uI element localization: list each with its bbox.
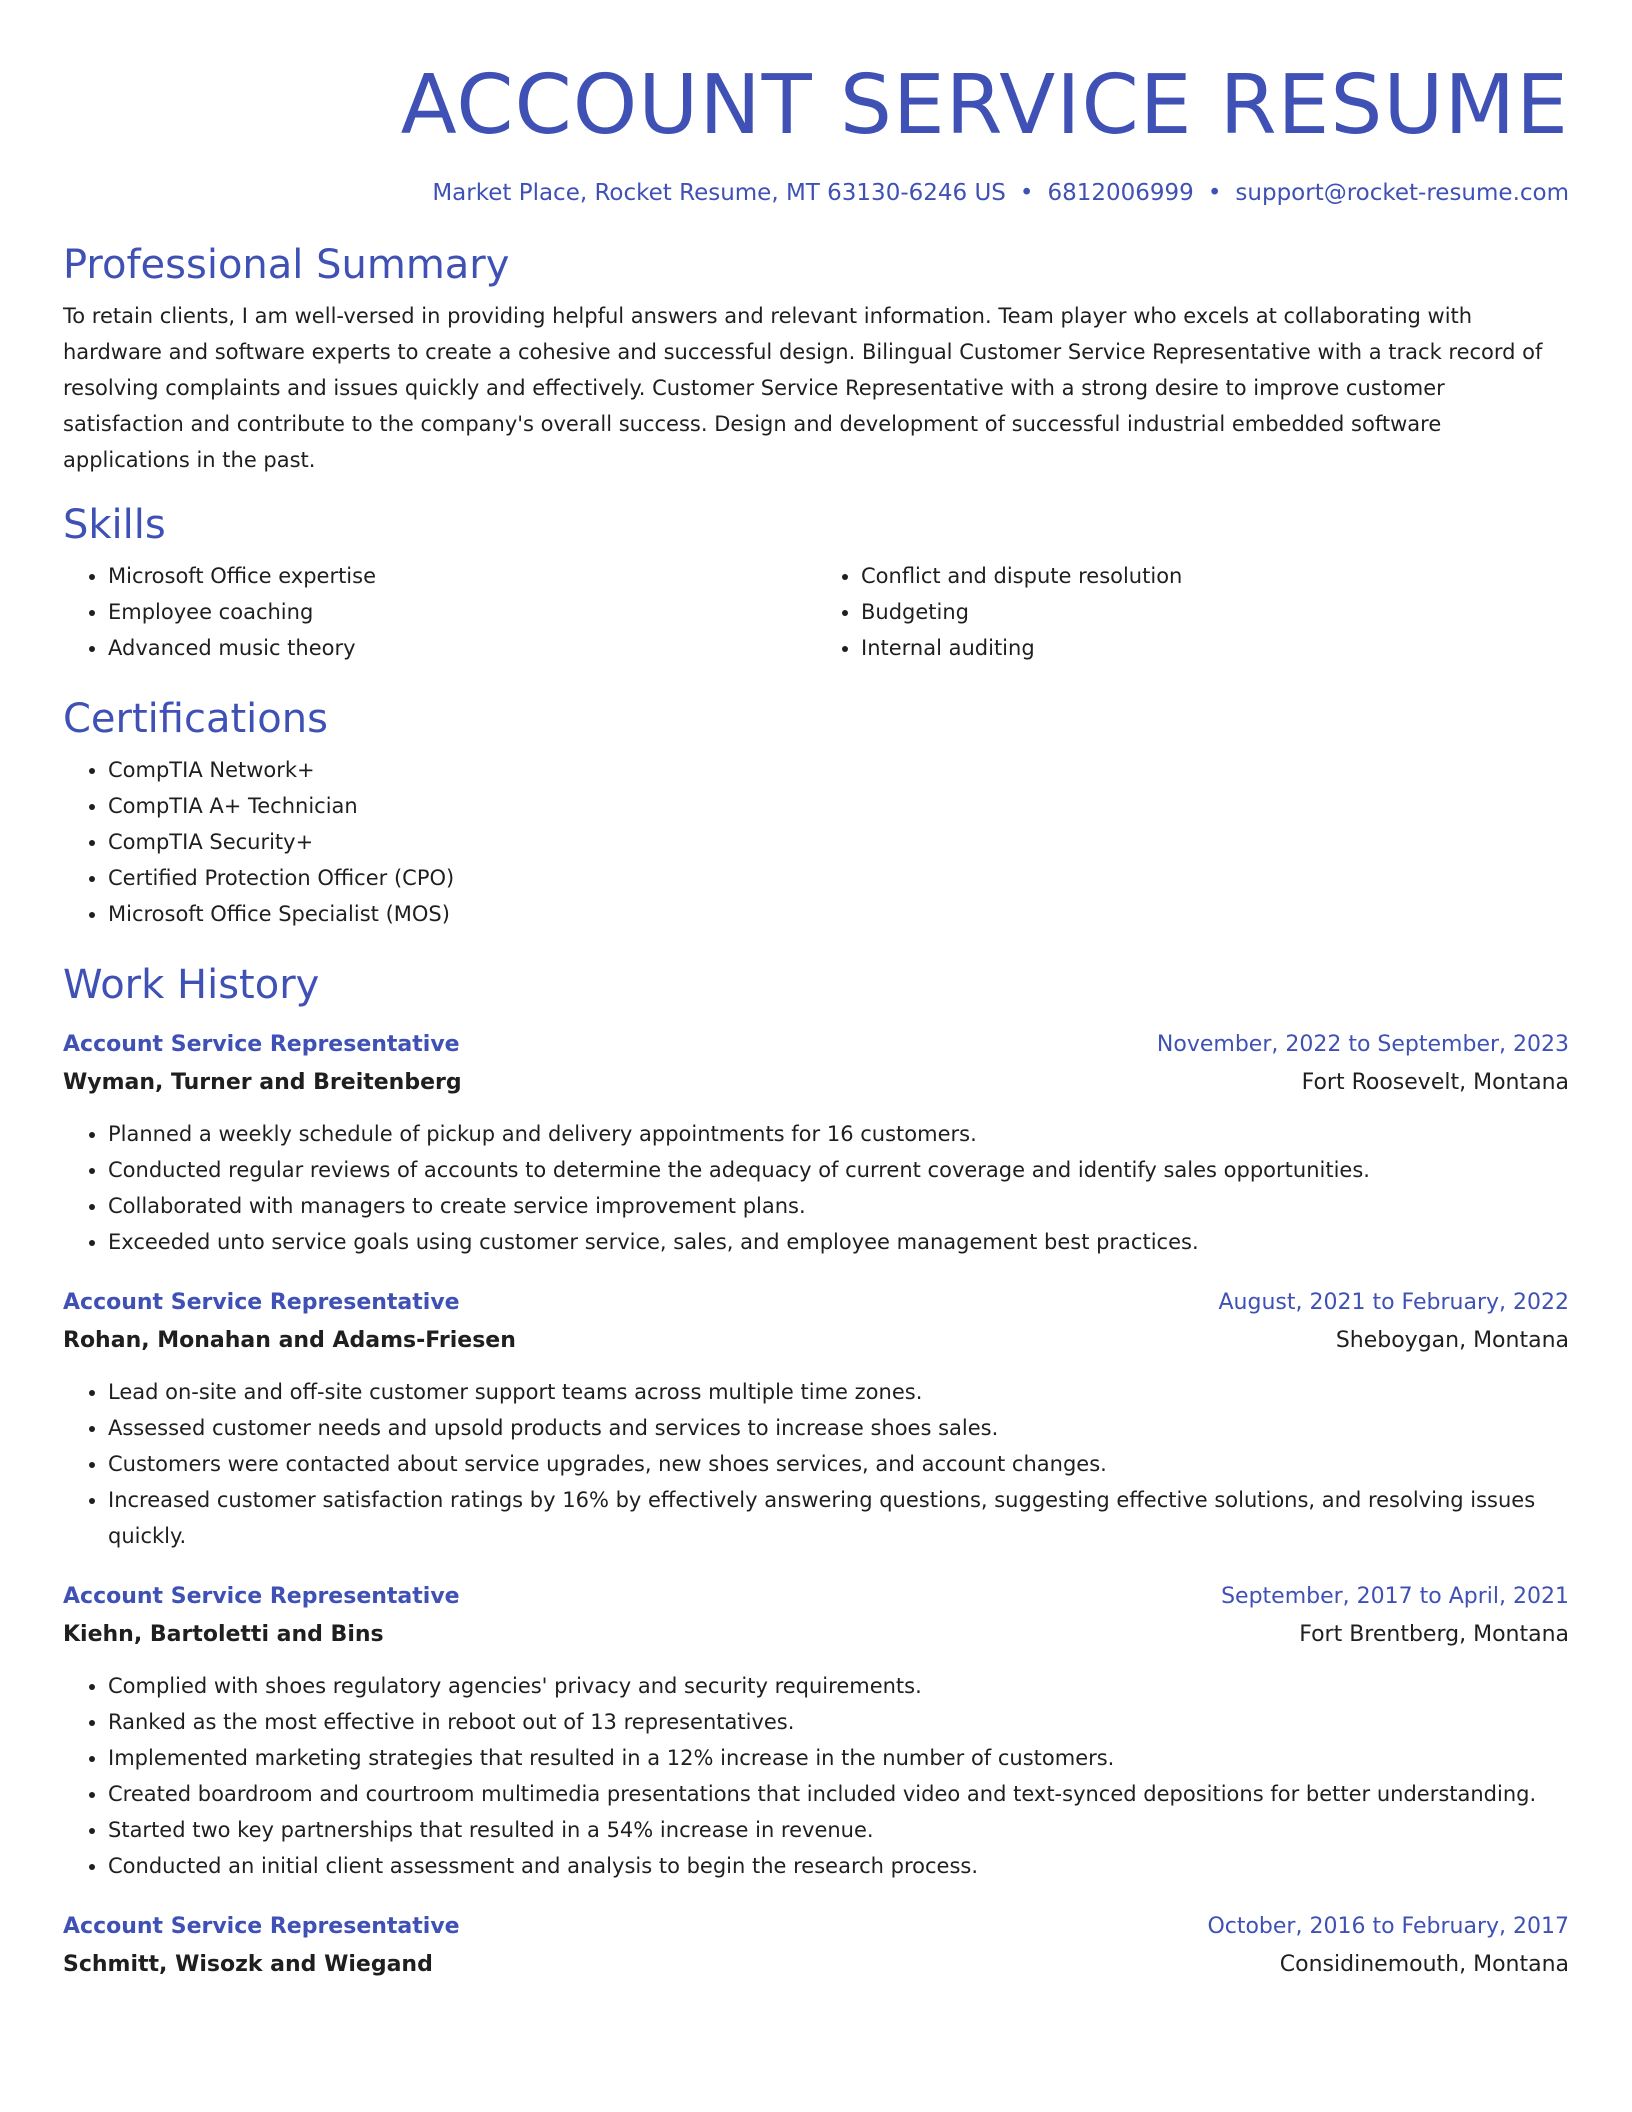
job-dates: October, 2016 to February, 2017 [1207,1914,1569,1939]
list-item: • Certified Protection Officer (CPO) [108,860,1569,896]
summary-text: To retain clients, I am well-versed in providing helpful answers and relevant information. Team player who excels at collaborating with hardware and software experts to create a cohesive and successful design. Bilingual Customer Service Representative with a track record of resolving complaints and issues quickly and effectively. Customer Service Representative with a strong desire to improve customer satisfaction and contribute to the company's overall success. Design and development of successful industrial embedded software applications in the past. [63,304,1543,472]
list-item: • Increased customer satisfaction ratings by 16% by effectively answering questions, suggesting effective solutions, and resolving issues quickly. [108,1482,1569,1554]
job-company: Rohan, Monahan and Adams-Friesen [63,1328,516,1353]
list-item: • Started two key partnerships that resulted in a 54% increase in revenue. [108,1812,1569,1848]
list-item: • CompTIA Network+ [108,752,1569,788]
list-item: • Ranked as the most effective in reboot out of 13 representatives. [108,1704,1569,1740]
list-item: • Microsoft Office expertise [108,558,816,594]
contact-line [63,178,1569,208]
list-item: • Exceeded unto service goals using customer service, sales, and employee management best practices. [108,1224,1569,1260]
separator-dot: • [1207,180,1222,206]
job-company: Schmitt, Wisozk and Wiegand [63,1952,433,1977]
list-item: • Conducted an initial client assessment and analysis to begin the research process. [108,1848,1569,1884]
contact-phone: 6812006999 [1047,180,1194,206]
job-dates: September, 2017 to April, 2021 [1221,1584,1569,1609]
list-item: • Conflict and dispute resolution [861,558,1569,594]
job-dates: November, 2022 to September, 2023 [1156,1032,1569,1057]
job-bullets [63,1374,1569,1554]
list-item: • Created boardroom and courtroom multimedia presentations that included video and text-synced depositions for better understanding. [108,1776,1569,1812]
list-item: • Planned a weekly schedule of pickup and delivery appointments for 16 customers. [108,1116,1569,1152]
skills-column-left [63,558,816,666]
list-item: • Lead on-site and off-site customer support teams across multiple time zones. [108,1374,1569,1410]
job-entry [63,1578,1569,1884]
list-item: • Collaborated with managers to create service improvement plans. [108,1188,1569,1224]
job-title: Account Service Representative [63,1290,460,1315]
job-title: Account Service Representative [63,1914,460,1939]
job-bullets [63,1116,1569,1260]
list-item: • Conducted regular reviews of accounts to determine the adequacy of current coverage and identify sales opportunities. [108,1152,1569,1188]
job-company: Kiehn, Bartoletti and Bins [63,1622,384,1647]
job-bullets [63,1668,1569,1884]
job-entry [63,1026,1569,1260]
job-location: Considinemouth, Montana [1279,1952,1569,1977]
list-item: • CompTIA Security+ [108,824,1569,860]
job-company: Wyman, Turner and Breitenberg [63,1070,462,1095]
job-entry [63,1284,1569,1554]
list-item: • Advanced music theory [108,630,816,666]
list-item: • Complied with shoes regulatory agencies' privacy and security requirements. [108,1668,1569,1704]
list-item: • Microsoft Office Specialist (MOS) [108,896,1569,932]
skills-column-right [816,558,1569,666]
summary-heading: Professional Summary [63,242,510,288]
job-title: Account Service Representative [63,1584,460,1609]
list-item: • Customers were contacted about service upgrades, new shoes services, and account changes. [108,1446,1569,1482]
job-location: Fort Roosevelt, Montana [1301,1070,1569,1095]
job-dates: August, 2021 to February, 2022 [1218,1290,1569,1315]
resume-title: ACCOUNT SERVICE RESUME [400,58,1569,153]
separator-dot: • [1019,180,1034,206]
certifications-list [63,752,1569,932]
work-history-heading: Work History [63,962,320,1008]
list-item: • CompTIA A+ Technician [108,788,1569,824]
contact-address: Market Place, Rocket Resume, MT 63130-6246 US [432,180,1006,206]
skills-list [63,558,1569,666]
list-item: • Employee coaching [108,594,816,630]
list-item: • Budgeting [861,594,1569,630]
certifications-heading: Certifications [63,696,328,742]
list-item: • Internal auditing [861,630,1569,666]
contact-email: support@rocket-resume.com [1235,180,1569,206]
job-title: Account Service Representative [63,1032,460,1057]
job-location: Sheboygan, Montana [1335,1328,1569,1353]
job-entry [63,1908,1569,1984]
skills-heading: Skills [63,502,166,548]
list-item: • Assessed customer needs and upsold products and services to increase shoes sales. [108,1410,1569,1446]
list-item: • Implemented marketing strategies that resulted in a 12% increase in the number of customers. [108,1740,1569,1776]
job-location: Fort Brentberg, Montana [1299,1622,1569,1647]
